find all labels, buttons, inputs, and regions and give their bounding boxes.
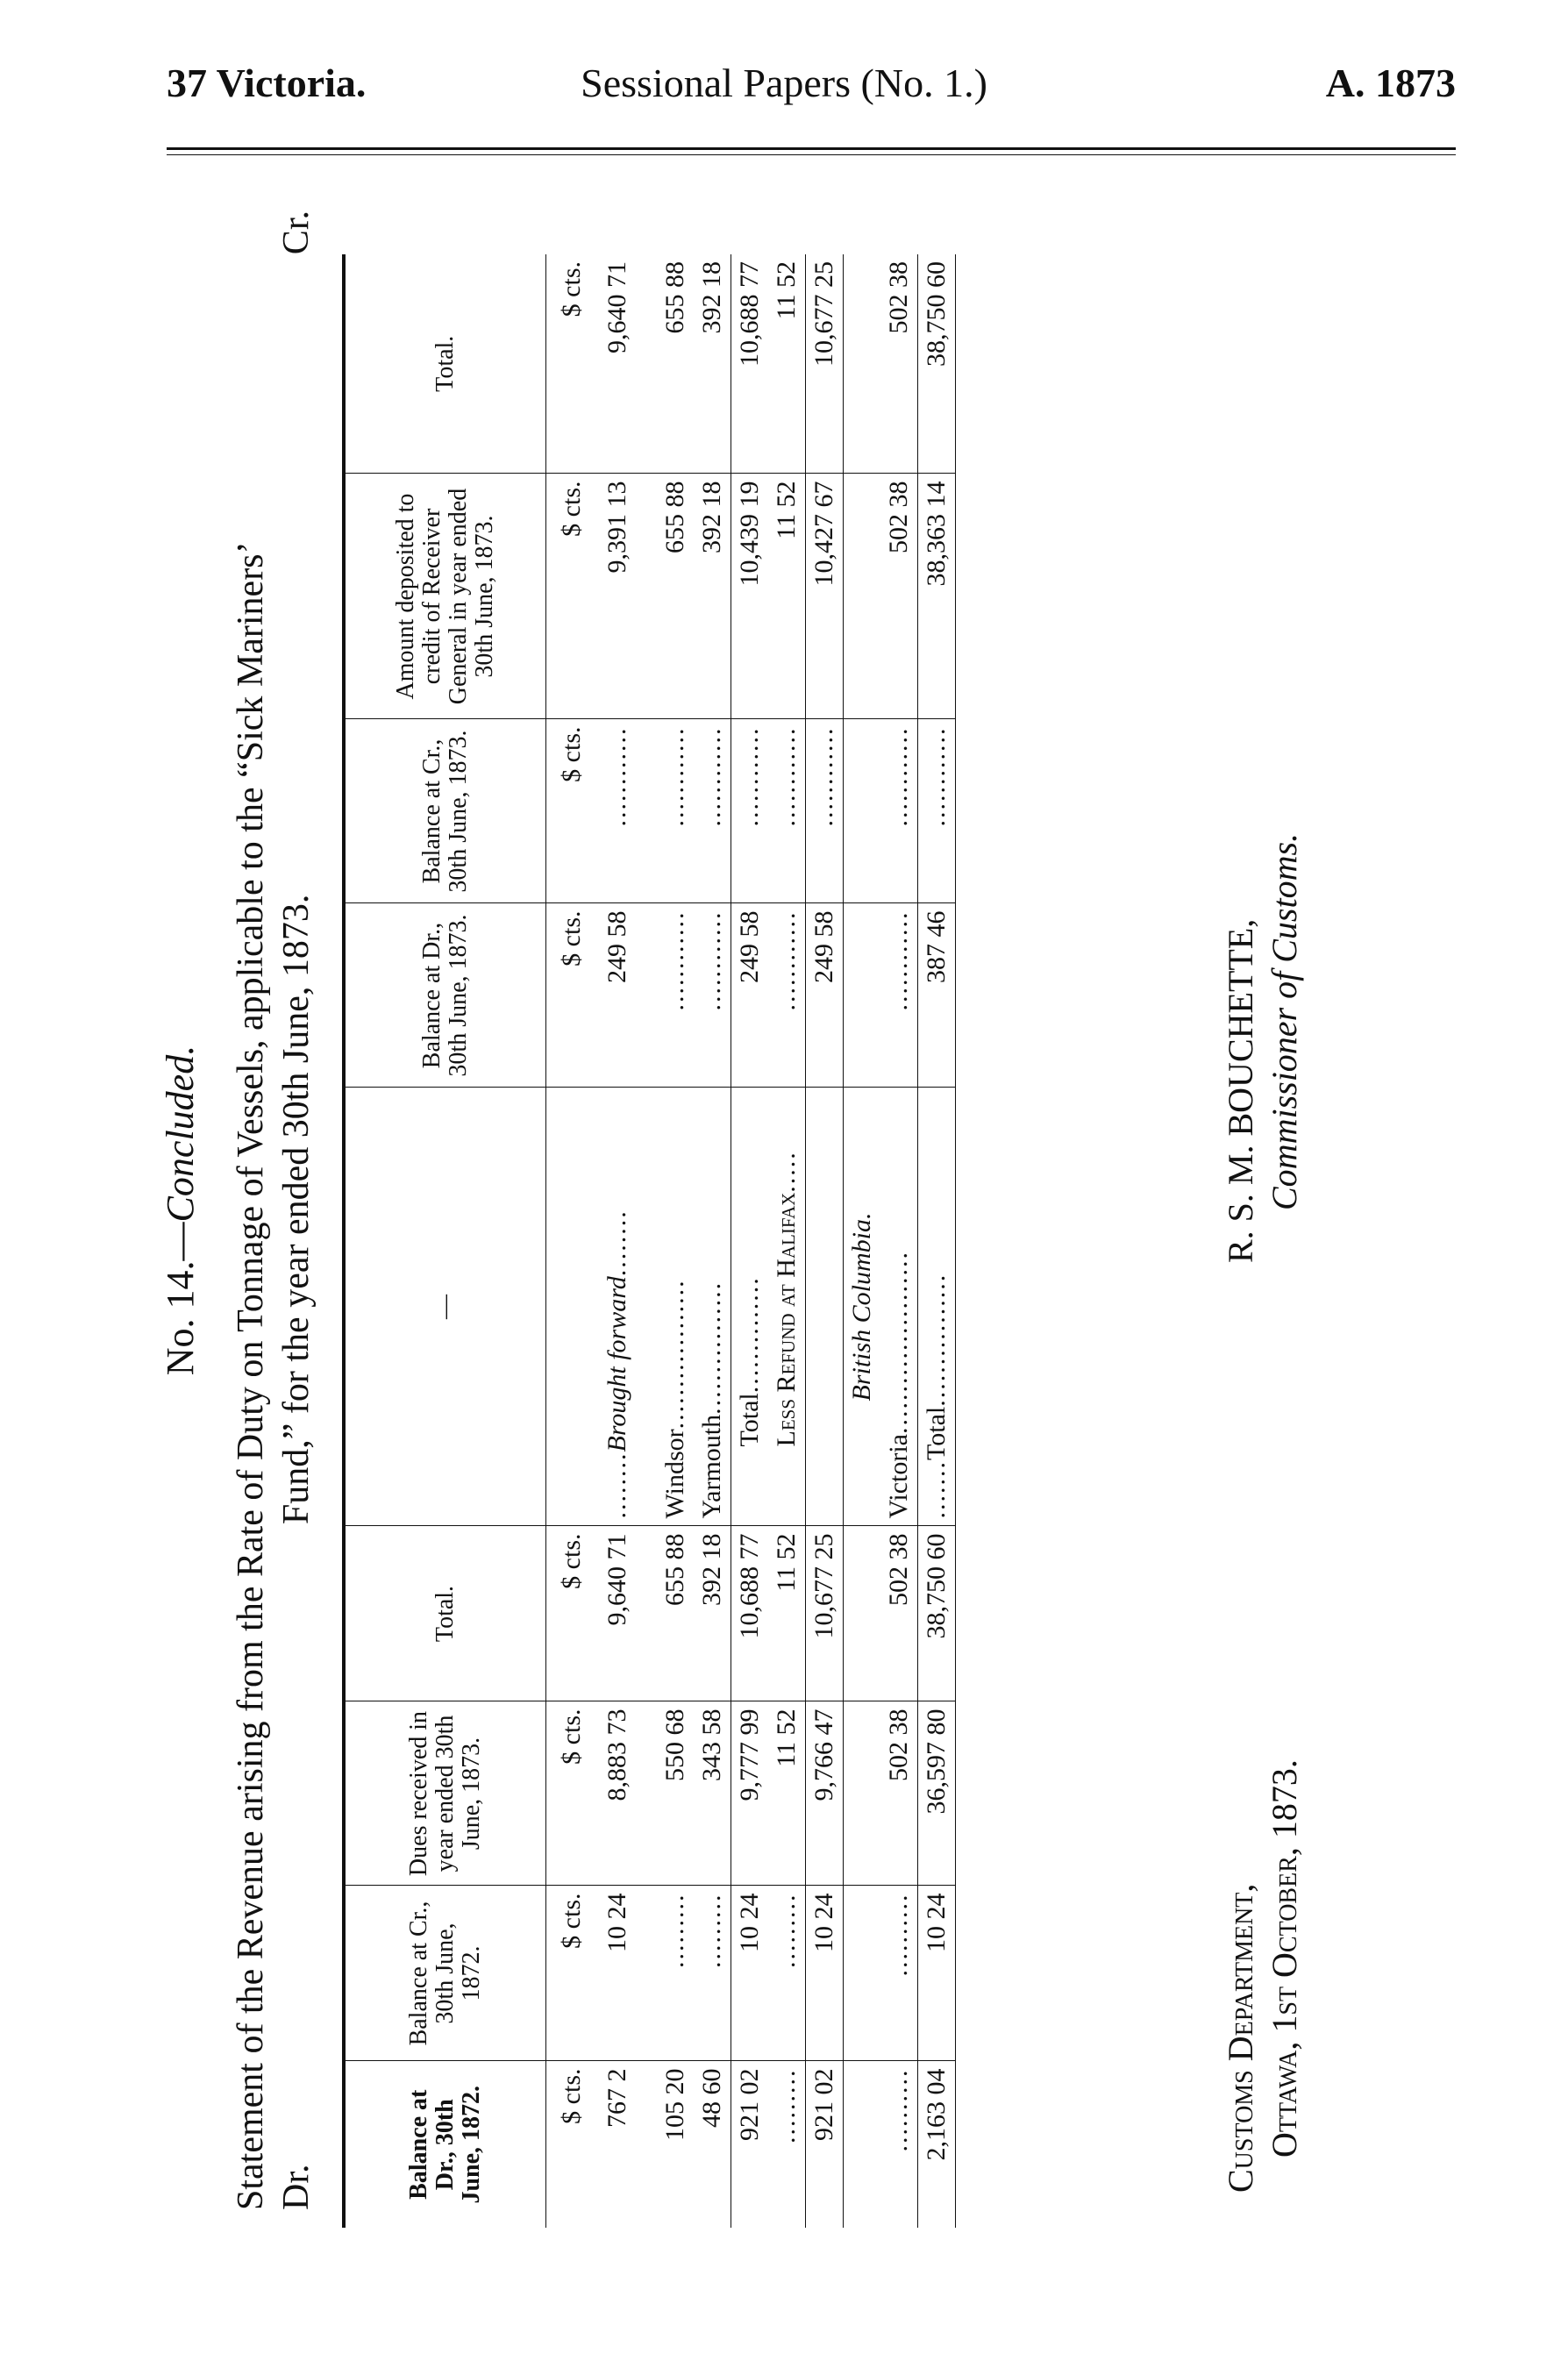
cell: ............	[918, 719, 956, 903]
table-row	[844, 254, 881, 2228]
cell: 11 52	[768, 474, 806, 719]
table-row	[657, 254, 694, 2228]
cell: .........	[772, 2068, 801, 2144]
cell: 343 58	[694, 1701, 731, 1886]
cell: 11 52	[768, 1526, 806, 1701]
cell: 10,677 25	[806, 254, 844, 474]
cell: 10 24	[599, 1886, 636, 2061]
cell: 105 20	[660, 2068, 689, 2141]
cell: 655 88	[657, 254, 694, 474]
table-row	[918, 254, 956, 2228]
cell: 392 18	[694, 254, 731, 474]
cell: 9,766 47	[806, 1701, 844, 1886]
cell: 249 58	[599, 903, 636, 1088]
cell: ............	[731, 719, 769, 903]
cell: ............	[806, 719, 844, 903]
cell: 10,427 67	[806, 474, 844, 719]
unit-cell: $ cts.	[546, 1526, 600, 1701]
title-line-2: Fund,” for the year ended 30th June, 1873.	[276, 894, 317, 1525]
cell: 767 2	[602, 2068, 631, 2128]
table-row	[880, 254, 918, 2228]
cell: 38,750 60	[918, 1526, 956, 1701]
cell: 392 18	[694, 474, 731, 719]
header-rule-top	[167, 147, 1456, 150]
header-right: A. 1873	[1325, 61, 1456, 105]
footer-department	[1219, 1759, 1307, 2193]
cell: ............	[768, 719, 806, 903]
cell: 10 24	[806, 1886, 844, 2061]
cell: 11 52	[768, 254, 806, 474]
table-row	[694, 254, 731, 2228]
cr-label: Cr.	[276, 210, 317, 255]
row-label: Less Refund at Halifax.....	[768, 1088, 806, 1526]
signature-block	[1219, 833, 1307, 1263]
col-header: Balance at Cr., 30th June, 1873.	[344, 719, 546, 903]
table-row	[731, 254, 769, 2228]
row-label	[806, 1088, 844, 1526]
cell: 249 58	[806, 903, 844, 1088]
cell: 655 88	[657, 474, 694, 719]
cell: 48 60	[697, 2068, 726, 2128]
unit-cell	[546, 1088, 600, 1526]
cell: ............	[657, 719, 694, 903]
col-header: Total.	[344, 1526, 546, 1701]
cell: 10 24	[918, 1886, 956, 2061]
cell: .........	[694, 1886, 731, 2061]
col-header: Balance at Dr., 30th June, 1872.	[344, 2061, 546, 2228]
table-header-row	[344, 254, 546, 2228]
unit-cell: $ cts.	[557, 2068, 586, 2124]
unit-cell: $ cts.	[546, 1701, 600, 1886]
statement-title	[228, 193, 319, 2228]
unit-cell: $ cts.	[546, 903, 600, 1088]
signatory-name: R. S. M. BOUCHETTE,	[1221, 918, 1260, 1263]
row-label: ........Brought forward........	[599, 1088, 636, 1526]
unit-cell: $ cts.	[546, 474, 600, 719]
col-header: Total.	[344, 254, 546, 474]
cell: 392 18	[694, 1526, 731, 1701]
cell: 9,777 99	[731, 1701, 769, 1886]
units-row	[546, 254, 600, 2228]
header-center: Sessional Papers (No. 1.)	[581, 61, 987, 105]
row-label: Total..............	[731, 1088, 769, 1526]
cell: 38,750 60	[918, 254, 956, 474]
col-header: Balance at Cr., 30th June, 1872.	[344, 1886, 546, 2061]
cell: ............	[657, 903, 694, 1088]
row-label: Victoria......................	[880, 1088, 918, 1526]
cell: 10,439 19	[731, 474, 769, 719]
row-label: Yarmouth................	[694, 1088, 731, 1526]
col-header: Balance at Dr., 30th June, 1873.	[344, 903, 546, 1088]
cell: .........	[768, 1886, 806, 2061]
cell: ............	[694, 903, 731, 1088]
cell: ..........	[884, 2068, 913, 2152]
rotated-statement	[132, 193, 1429, 2228]
cell: 502 38	[880, 254, 918, 474]
dr-label: Dr.	[276, 2164, 317, 2210]
table-row	[768, 254, 806, 2228]
row-label: .......Total................	[918, 1088, 956, 1526]
number-line: No. 14.—	[159, 1222, 202, 1376]
cell: 38,363 14	[918, 474, 956, 719]
cell: 10,688 77	[731, 1526, 769, 1701]
unit-cell: $ cts.	[546, 254, 600, 474]
cell: 36,597 80	[918, 1701, 956, 1886]
unit-cell: $ cts.	[546, 719, 600, 903]
cell: 10,677 25	[806, 1526, 844, 1701]
statement-table	[342, 254, 956, 2228]
cell: 387 46	[918, 903, 956, 1088]
cell: 550 68	[657, 1701, 694, 1886]
concluded-label: Concluded.	[159, 1045, 202, 1223]
document-number	[158, 193, 203, 2228]
col-header: —	[344, 1088, 546, 1526]
cell: 9,640 71	[599, 254, 636, 474]
col-header: Amount deposited to credit of Receiver General in year ended 30th June, 1873.	[344, 474, 546, 719]
cell: 11 52	[768, 1701, 806, 1886]
cell: ............	[880, 903, 918, 1088]
cell: 502 38	[880, 1701, 918, 1886]
unit-cell: $ cts.	[546, 1886, 600, 2061]
row-label: Windsor..................	[657, 1088, 694, 1526]
col-header: Dues received in year ended 30th June, 1873.	[344, 1701, 546, 1886]
cell: 921 02	[731, 2061, 769, 2228]
cell: 921 02	[806, 2061, 844, 2228]
cell: ............	[768, 903, 806, 1088]
table-row	[636, 254, 657, 2228]
table-row	[599, 254, 636, 2228]
section-label: British Columbia.	[844, 1088, 881, 1526]
cell: 502 38	[880, 474, 918, 719]
cell: .........	[657, 1886, 694, 2061]
cell: 10,688 77	[731, 254, 769, 474]
cell: 655 88	[657, 1526, 694, 1701]
header-rule-bottom	[167, 154, 1456, 155]
table-row	[806, 254, 844, 2228]
cell: ............	[880, 719, 918, 903]
title-line-1: Statement of the Revenue arising from the Rate of Duty on Tonnage of Vessels, applicable to the “Sick Mariners’	[231, 541, 271, 2210]
cell: 10 24	[731, 1886, 769, 2061]
cell: 249 58	[731, 903, 769, 1088]
cell: ............	[694, 719, 731, 903]
department-name: Customs Department,	[1221, 1883, 1260, 2193]
header-left: 37 Victoria.	[167, 61, 367, 105]
cell: 2,163 04	[918, 2061, 956, 2228]
cell: 8,883 73	[599, 1701, 636, 1886]
cell: 9,640 71	[599, 1526, 636, 1701]
signatory-role: Commissioner of Customs.	[1265, 832, 1304, 1210]
cell: ............	[599, 719, 636, 903]
place-date: Ottawa, 1st October, 1873.	[1265, 1759, 1304, 2158]
cell: 502 38	[880, 1526, 918, 1701]
cell: 9,391 13	[599, 474, 636, 719]
cell: ..........	[880, 1886, 918, 2061]
